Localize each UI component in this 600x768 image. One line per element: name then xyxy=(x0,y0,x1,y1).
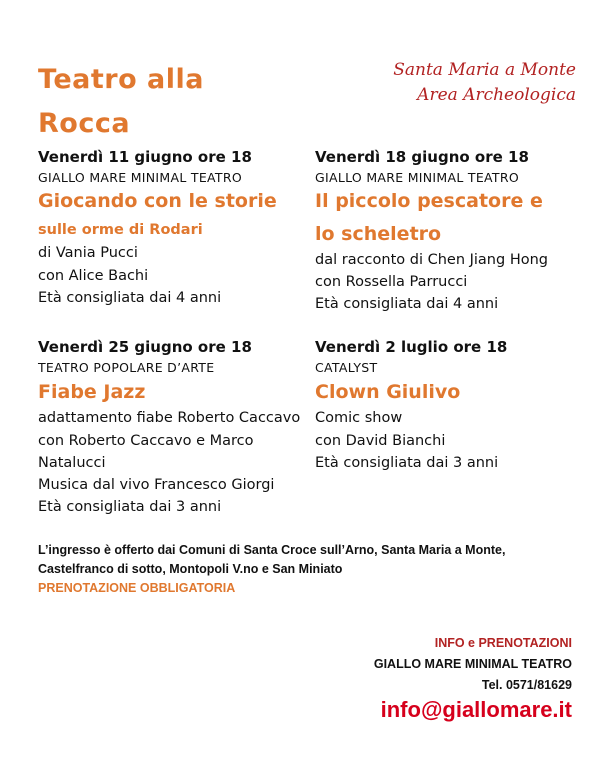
event-date: Venerdì 11 giugno ore 18 xyxy=(38,148,252,166)
event-subtitle: sulle orme di Rodari xyxy=(38,222,203,238)
event-date: Venerdì 2 luglio ore 18 xyxy=(315,338,508,356)
event-cast: con Rossella Parrucci xyxy=(315,274,468,290)
page-title-line1: Teatro alla xyxy=(38,64,204,95)
event-age: Età consigliata dai 4 anni xyxy=(38,290,222,306)
event-company: TEATRO POPOLARE D’ARTE xyxy=(38,360,215,375)
page-title-line2: Rocca xyxy=(38,108,131,139)
event-company: CATALYST xyxy=(315,360,378,375)
event-cast: con Roberto Caccavo e Marco xyxy=(38,433,254,449)
event-cast: con Alice Bachi xyxy=(38,268,149,284)
event-date: Venerdì 18 giugno ore 18 xyxy=(315,148,529,166)
event-title-line2: lo scheletro xyxy=(315,223,442,245)
event-company: GIALLO MARE MINIMAL TEATRO xyxy=(315,170,519,185)
sponsor-notice-line1: L’ingresso è offerto dai Comuni di Santa Croce sull’Arno, Santa Maria a Monte, xyxy=(38,543,506,557)
contact-email-link[interactable]: info@giallomare.it xyxy=(380,697,572,722)
event-title: Fiabe Jazz xyxy=(38,381,146,403)
event-author: di Vania Pucci xyxy=(38,245,138,261)
event-age: Età consigliata dai 3 anni xyxy=(315,455,499,471)
event-title-line1: Il piccolo pescatore e xyxy=(315,190,543,212)
contact-heading: INFO e PRENOTAZIONI xyxy=(434,636,572,650)
event-adaptation: adattamento fiabe Roberto Caccavo xyxy=(38,410,301,426)
venue-area: Area Archeologica xyxy=(417,85,576,105)
sponsor-notice-line2: Castelfranco di sotto, Montopoli V.no e San Miniato xyxy=(38,562,343,576)
event-author: dal racconto di Chen Jiang Hong xyxy=(315,252,548,268)
event-music: Musica dal vivo Francesco Giorgi xyxy=(38,477,275,493)
event-cast-cont: Natalucci xyxy=(38,455,106,471)
venue-town: Santa Maria a Monte xyxy=(393,60,576,80)
booking-required: PRENOTAZIONE OBBLIGATORIA xyxy=(38,581,236,595)
event-genre: Comic show xyxy=(315,410,403,426)
contact-company: GIALLO MARE MINIMAL TEATRO xyxy=(373,657,572,671)
event-age: Età consigliata dai 4 anni xyxy=(315,296,499,312)
contact-phone: Tel. 0571/81629 xyxy=(481,678,572,692)
event-company: GIALLO MARE MINIMAL TEATRO xyxy=(38,170,242,185)
event-date: Venerdì 25 giugno ore 18 xyxy=(38,338,252,356)
event-cast: con David Bianchi xyxy=(315,433,446,449)
event-title: Giocando con le storie xyxy=(38,190,277,212)
event-age: Età consigliata dai 3 anni xyxy=(38,499,222,515)
event-title: Clown Giulivo xyxy=(315,381,461,403)
